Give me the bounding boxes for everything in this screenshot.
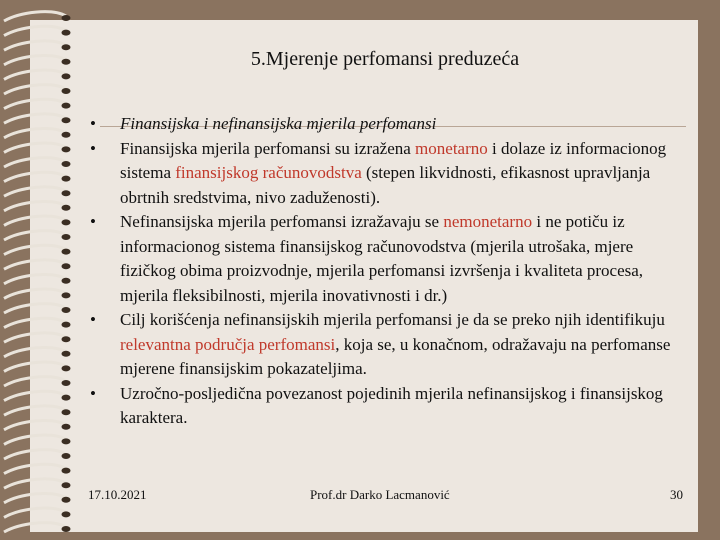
highlighted-term: relevantna područja perfomansi bbox=[120, 334, 336, 354]
bullet-text: Finansijska mjerila perfomansi su izražena bbox=[120, 138, 416, 158]
bullet-text: Nefinansijska mjerila perfomansi izražavaju se bbox=[120, 212, 444, 231]
bullet-dot: • bbox=[90, 383, 96, 403]
slide-number: 30 bbox=[670, 487, 683, 502]
bullet-text: i dolaze iz informacionog sistema bbox=[120, 138, 667, 182]
bullet-dot: • bbox=[90, 212, 96, 231]
footer-author: Prof.dr Darko Lacmanović bbox=[310, 487, 450, 502]
bullet-item bbox=[86, 112, 676, 137]
bullet-item bbox=[86, 382, 676, 431]
highlighted-term: finansijskog računovodstva bbox=[175, 163, 362, 182]
bullet-text: Uzročno-posljedična povezanost pojedinih mjerila nefinansijskog i finansijskog karaktera. bbox=[120, 383, 663, 427]
bullet-dot: • bbox=[90, 138, 96, 158]
bullet-text: , koja se, u konačnom, odražavaju na perfomanse mjerene finansijskim pokazateljima. bbox=[120, 334, 671, 378]
bullet-text: (stepen likvidnosti, efikasnost upravljanja obrtnih sredstvima, nivo zaduženosti). bbox=[120, 163, 651, 207]
bullet-text: Cilj korišćenja nefinansijskih mjerila perfomansi je da se preko njih identifikuju bbox=[120, 310, 665, 329]
bullet-item bbox=[86, 210, 676, 308]
highlighted-term: nemonetarno bbox=[443, 212, 533, 231]
bullet-item bbox=[86, 137, 676, 211]
bullet-text: i ne potiču iz informacionog sistema finansijskog računovodstva (mjerila utrošaka, mjere fizičkog obima proizvodnje, mjerila perfomansi izvršenja i kvaliteta procesa, mjerila fleksibilnosti, mjerila inovativnosti i dr.) bbox=[120, 212, 644, 305]
highlighted-term: monetarno bbox=[415, 138, 488, 158]
bullet-dot: • bbox=[90, 114, 96, 133]
bullet-item bbox=[86, 308, 676, 382]
footer-date: 17.10.2021 bbox=[88, 487, 147, 502]
slide-title: 5.Mjerenje perfomansi preduzeća bbox=[250, 48, 520, 70]
bullet-dot: • bbox=[90, 310, 96, 329]
spiral-binding-icon bbox=[0, 8, 80, 538]
bullet-text: Finansijska i nefinansijska mjerila perfomansi bbox=[120, 114, 437, 133]
bullet-list bbox=[86, 112, 676, 431]
